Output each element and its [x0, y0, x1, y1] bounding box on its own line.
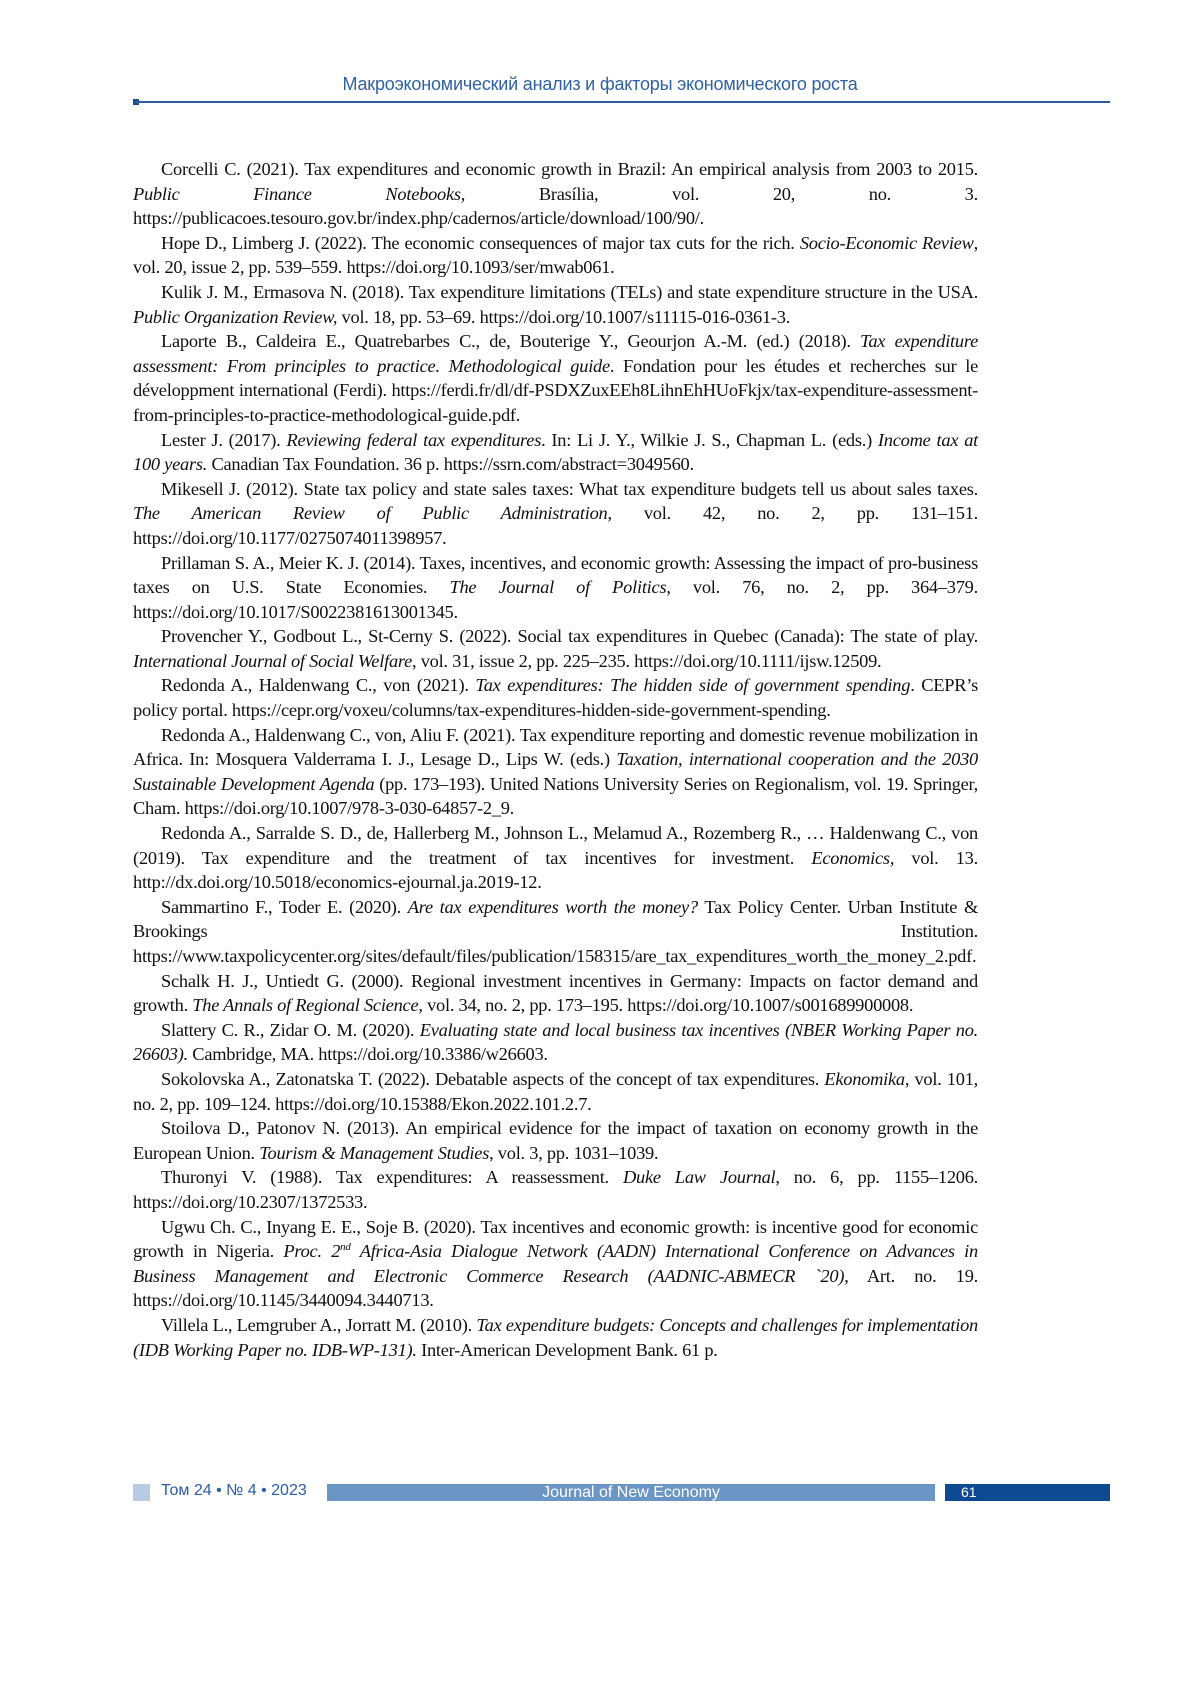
reference-text: . Fondation pour les études et recherches sur le développment international (Ferdi). https://ferdi.fr/dl/df-PSDXZuxEEh8LihnEhHUoFkjx/tax-expenditure-assessment-from-principles-to-practice-methodological-guide.pdf.: [133, 355, 978, 425]
reference-entry: [133, 1215, 978, 1313]
reference-text: Ugwu Ch. C., Inyang E. E., Soje B. (2020). Tax incentives and economic growth: is incentive good for economic growth in Nigeria.: [133, 1216, 978, 1262]
reference-title: Income tax at 100 years.: [133, 429, 979, 475]
reference-title: The American Review of Public Administration: [133, 503, 608, 524]
reference-title: Are tax expenditures worth the money?: [407, 896, 698, 917]
reference-title: Ekonomika: [824, 1068, 905, 1089]
reference-text: Mikesell J. (2012). State tax policy and state sales taxes: What tax expenditure budgets tell us about sales taxes.: [161, 478, 978, 499]
reference-title: Tax expenditures: The hidden side of government spending: [475, 675, 911, 696]
reference-text: Lester J. (2017).: [161, 429, 287, 450]
section-title: Макроэкономический анализ и факторы экономического роста: [342, 74, 858, 94]
reference-text: Villela L., Lemgruber A., Jorratt M. (2010).: [161, 1314, 477, 1335]
reference-text: . CEPR’s policy portal. https://cepr.org/voxeu/columns/tax-expenditures-hidden-side-government-spending.: [133, 675, 978, 721]
page-number: 61: [945, 1484, 1110, 1501]
reference-text: , vol. 3, pp. 1031–1039.: [489, 1142, 659, 1163]
reference-title: Tourism & Management Studies: [259, 1142, 490, 1163]
reference-title: Socio-Economic Review: [799, 232, 974, 253]
reference-text: Tax Policy Center. Urban Institute & Brookings Institution. https://www.taxpolicycenter.org/sites/default/files/publication/158315/are_tax_expenditures_worth_the_money_2.pdf.: [133, 896, 978, 966]
reference-entry: [133, 280, 978, 329]
reference-entry: [133, 428, 978, 477]
reference-text: Sokolovska A., Zatonatska T. (2022). Debatable aspects of the concept of tax expenditures.: [161, 1068, 825, 1089]
reference-title: Tax expenditure assessment: From principles to practice. Methodological guide: [133, 331, 978, 376]
reference-entry: [133, 673, 978, 722]
reference-entry: [133, 1067, 978, 1116]
reference-entry: [133, 969, 978, 1018]
reference-entry: [133, 329, 978, 427]
reference-entry: [133, 1018, 978, 1067]
reference-title: Taxation, international cooperation and the 2030 Sustainable Development Agenda: [133, 749, 978, 794]
reference-text: , vol. 31, issue 2, pp. 225–235. https://doi.org/10.1111/ijsw.12509.: [412, 650, 882, 671]
reference-entry: [133, 1116, 978, 1165]
journal-name: Journal of New Economy: [327, 1484, 935, 1501]
reference-title: Duke Law Journal: [623, 1167, 776, 1188]
reference-title: Reviewing federal tax expenditures: [286, 429, 542, 450]
reference-text: , vol. 76, no. 2, pp. 364–379. https://doi.org/10.1017/S0022381613001345.: [133, 577, 978, 622]
reference-text: Kulik J. M., Ermasova N. (2018). Tax expenditure limitations (TELs) and state expenditure structure in the USA.: [161, 281, 978, 302]
reference-text: Inter-American Development Bank. 61 p.: [416, 1339, 718, 1360]
reference-title: The Journal of Politics: [449, 577, 667, 598]
reference-text: (pp. 173–193). United Nations University Series on Regionalism, vol. 19. Springer, Cham. https://doi.org/10.1007/978-3-030-64857-2_9.: [133, 773, 978, 819]
reference-text: vol. 34, no. 2, pp. 173–195. https://doi.org/10.1007/s001689900008.: [422, 995, 914, 1016]
footer-marker: [133, 1484, 150, 1501]
reference-text: Redonda A., Haldenwang C., von (2021).: [161, 675, 476, 696]
reference-text: vol. 18, pp. 53–69. https://doi.org/10.1007/s11115-016-0361-3.: [337, 306, 791, 327]
reference-title: The Annals of Regional Science,: [192, 995, 423, 1016]
reference-text: Thuronyi V. (1988). Tax expenditures: A reassessment.: [161, 1167, 623, 1188]
reference-entry: [133, 624, 978, 673]
reference-entry: [133, 551, 978, 625]
reference-text: , vol. 20, issue 2, pp. 539–559. https://doi.org/10.1093/ser/mwab061.: [133, 232, 978, 278]
reference-text: Redonda A., Sarralde S. D., de, Hallerberg M., Johnson L., Melamud A., Rozemberg R., … Haldenwang C., von (2019). Tax expenditure and the treatment of tax incentives for investment.: [133, 823, 978, 868]
reference-text: , no. 6, pp. 1155–1206. https://doi.org/10.2307/1372533.: [133, 1167, 978, 1212]
reference-text: Slattery C. R., Zidar O. M. (2020).: [161, 1019, 420, 1040]
reference-title: Evaluating state and local business tax incentives (NBER Working Paper no. 26603).: [133, 1019, 979, 1065]
reference-entry: [133, 895, 978, 969]
reference-text: Laporte B., Caldeira E., Quatrebarbes C., de, Bouterige Y., Geourjon A.-M. (ed.) (2018).: [161, 331, 861, 352]
reference-title: Economics: [811, 847, 890, 868]
reference-entry: [133, 157, 978, 231]
reference-list: [133, 157, 978, 1362]
reference-entry: [133, 1165, 978, 1214]
reference-title: Public Finance Notebooks: [133, 183, 461, 204]
reference-title: nd: [340, 1241, 351, 1253]
reference-text: Canadian Tax Foundation. 36 p. https://ssrn.com/abstract=3049560.: [207, 454, 694, 475]
reference-text: , vol. 13. http://dx.doi.org/10.5018/economics-ejournal.ja.2019-12.: [133, 847, 978, 893]
reference-text: Prillaman S. A., Meier K. J. (2014). Taxes, incentives, and economic growth: Assessing the impact of pro-business taxes on U.S. State Economies.: [133, 552, 978, 598]
reference-entry: [133, 477, 978, 551]
reference-title: Africa-Asia Dialogue Network (AADN) International Conference on Advances in Business Management and Electronic Commerce Research (AADNIC-ABMECR `20): [133, 1241, 978, 1286]
reference-text: Hope D., Limberg J. (2022). The economic consequences of major tax cuts for the rich.: [161, 232, 800, 253]
reference-text: , vol. 101, no. 2, pp. 109–124. https://doi.org/10.15388/Ekon.2022.101.2.7.: [133, 1068, 978, 1114]
reference-entry: [133, 1313, 978, 1362]
reference-title: Tax expenditure budgets: Concepts and challenges for implementation (IDB Working Paper no. IDB-WP-131).: [133, 1314, 978, 1360]
reference-text: , vol. 42, no. 2, pp. 131–151. https://doi.org/10.1177/0275074011398957.: [133, 503, 978, 548]
reference-text: Corcelli C. (2021). Tax expenditures and economic growth in Brazil: An empirical analysis from 2003 to 2015.: [161, 159, 978, 179]
reference-text: Sammartino F., Toder E. (2020).: [161, 896, 408, 917]
reference-text: Schalk H. J., Untiedt G. (2000). Regional investment incentives in Germany: Impacts on factor demand and growth.: [133, 970, 978, 1016]
reference-text: Redonda A., Haldenwang C., von, Aliu F. (2021). Tax expenditure reporting and domestic revenue mobilization in Africa. In: Mosquera Valderrama I. J., Lesage D., Lips W. (eds.): [133, 724, 978, 770]
reference-title: Public Organization Review,: [133, 306, 338, 327]
reference-title: International Journal of Social Welfare: [133, 650, 413, 671]
reference-title: Proc. 2: [283, 1241, 341, 1262]
header-rule: [136, 101, 1110, 103]
reference-text: , Brasília, vol. 20, no. 3. https://publicacoes.tesouro.gov.br/index.php/cadernos/article/download/100/90/.: [133, 183, 978, 229]
reference-text: . In: Li J. Y., Wilkie J. S., Chapman L. (eds.): [541, 429, 878, 450]
reference-text: Stoilova D., Patonov N. (2013). An empirical evidence for the impact of taxation on economy growth in the European Union.: [133, 1118, 978, 1163]
reference-text: , Art. no. 19. https://doi.org/10.1145/3440094.3440713.: [133, 1265, 978, 1311]
reference-text: Provencher Y., Godbout L., St-Cerny S. (2022). Social tax expenditures in Quebec (Canada): The state of play.: [161, 626, 978, 647]
reference-entry: [133, 723, 978, 821]
reference-entry: [133, 231, 978, 280]
reference-entry: [133, 821, 978, 895]
reference-text: Cambridge, MA. https://doi.org/10.3386/w26603.: [187, 1044, 548, 1065]
issue-info: Том 24 • № 4 • 2023: [161, 1482, 307, 1499]
